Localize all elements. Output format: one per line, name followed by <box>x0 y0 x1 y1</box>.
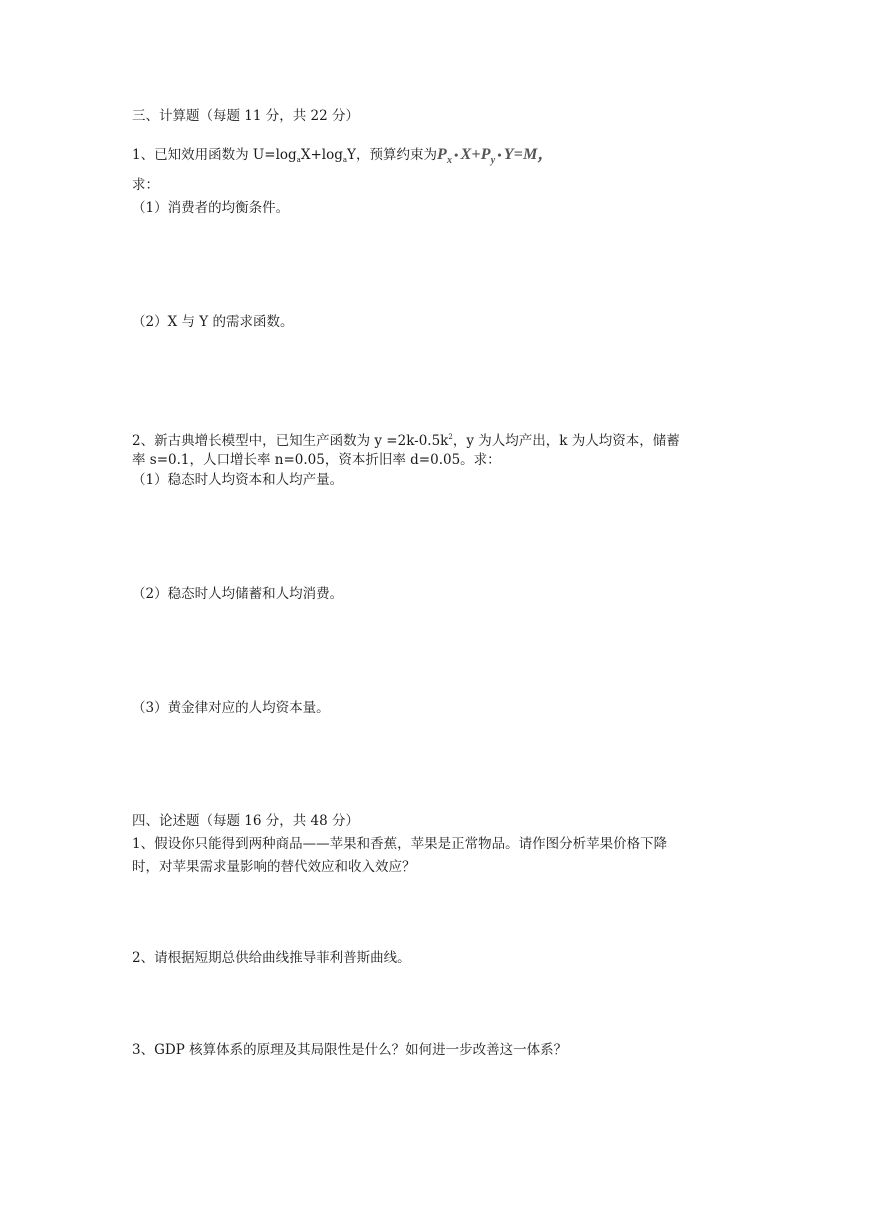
q2-part1: （1）稳态时人均资本和人均产量。 <box>132 472 344 488</box>
q1-part2: （2）X 与 Y 的需求函数。 <box>132 314 294 330</box>
budget-constraint-formula: $P_x$ • $X+P_y$ • Y=M， <box>436 146 554 166</box>
exponent: 2 <box>448 433 453 441</box>
q2-line2: 率 s=0.1，人口增长率 n=0.05，资本折旧率 d=0.05。求： <box>132 452 501 468</box>
log-base-a: a <box>296 156 301 164</box>
q1-ask: 求： <box>132 177 159 193</box>
essay-q1-line2: 时，对苹果需求量影响的替代效应和收入效应？ <box>132 859 416 875</box>
essay-q2: 2、请根据短期总供给曲线推导菲利普斯曲线。 <box>132 950 411 966</box>
essay-q3: 3、GDP 核算体系的原理及其局限性是什么？如何进一步改善这一体系？ <box>132 1042 568 1058</box>
q1-part1: （1）消费者的均衡条件。 <box>132 200 290 216</box>
q2-part2: （2）稳态时人均储蓄和人均消费。 <box>132 586 344 602</box>
section4-heading: 四、论述题（每题 16 分，共 48 分） <box>132 813 360 829</box>
q2-part3: （3）黄金律对应的人均资本量。 <box>132 700 330 716</box>
q1-intro: 1、已知效用函数为 U=log <box>132 147 297 163</box>
essay-q1-line1: 1、假设你只能得到两种商品——苹果和香蕉，苹果是正常物品。请作图分析苹果价格下降 <box>132 836 668 852</box>
q1-mid2: Y，预算约束为 <box>347 147 437 163</box>
section3-heading: 三、计算题（每题 11 分，共 22 分） <box>132 108 360 124</box>
q2-line1: 2、新古典增长模型中，已知生产函数为 $y =2k-0.5k^2$，y 为人均产出，k 为人均资本，储蓄 <box>132 433 680 449</box>
q1-mid1: X+log <box>300 147 343 163</box>
q1-statement <box>132 146 554 170</box>
log-base-b: a <box>342 156 348 164</box>
